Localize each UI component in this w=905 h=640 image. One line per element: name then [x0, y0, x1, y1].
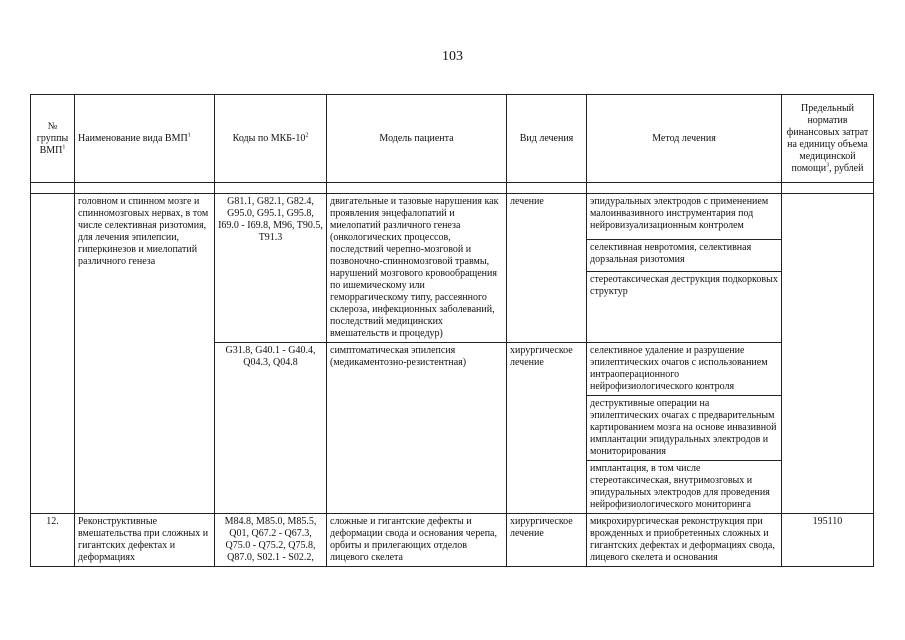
- treatment-method-cell: стереотаксическая деструкция подкорковых структур: [587, 272, 782, 343]
- icd-codes-cell: G31.8, G40.1 - G40.4, Q04.3, Q04.8: [215, 343, 327, 514]
- vmp-name-cell: головном и спинном мозге и спинномозговых нервах, в том числе селективная ризотомия, для лечения эпилепсии, гиперкинезов и миелопатий различного генеза: [75, 194, 215, 514]
- treatment-method-cell: микрохирургическая реконструкция при врожденных и приобретенных сложных и гигантских дефектах и деформациях свода, лицевого скелета и основания: [587, 514, 782, 567]
- icd-codes-cell: M84.8, M85.0, M85.5, Q01, Q67.2 - Q67.3, Q75.0 - Q75.2, Q75.8, Q87.0, S02.1 - S02.2,: [215, 514, 327, 567]
- table-header-row: [31, 95, 874, 183]
- treatment-method-cell: селективное удаление и разрушение эпилептических очагов с использованием интраоперационного нейрофизиологического контроля: [587, 343, 782, 396]
- treatment-method-cell: деструктивные операции на эпилептических очагах с предварительным картированием мозга на основе инвазивной имплантации эпидуральных электродов и мониторирования: [587, 396, 782, 461]
- treatment-method-cell: селективная невротомия, селективная дорзальная ризотомия: [587, 239, 782, 271]
- patient-model-cell: сложные и гигантские дефекты и деформации свода и основания черепа, орбиты и прилегающих отделов лицевого скелета: [327, 514, 507, 567]
- vmp-name-cell: Реконструктивные вмешательства при сложных и гигантских дефектах и деформациях: [75, 514, 215, 567]
- header-patient-model: Модель пациента: [327, 95, 507, 183]
- icd-codes-cell: G81.1, G82.1, G82.4, G95.0, G95.1, G95.8, I69.0 - I69.8, M96, T90.5, T91.3: [215, 194, 327, 343]
- table-row: [31, 194, 874, 240]
- page-number: 103: [442, 49, 463, 64]
- header-cost-norm: Предельный норматив финансовых затрат на единицу объема медицинской помощи$^3$, рублей: [782, 95, 874, 183]
- patient-model-cell: симптоматическая эпилепсия (медикаментозно-резистентная): [327, 343, 507, 514]
- patient-model-cell: двигательные и тазовые нарушения как проявления энцефалопатий и миелопатий различного генеза (онкологических процессов, последствий черепно-мозговой и позвоночно-спинномозговой травмы, нарушений мозгового кровообращения по ишемическому или геморрагическому типу, рассеянного склероза, инфекционных заболеваний, последствий медицинских вмешательств и процедур): [327, 194, 507, 343]
- header-vmp-name: Наименование вида ВМП$^1$: [75, 95, 215, 183]
- header-icd-codes: Коды по МКБ-$10^2$: [215, 95, 327, 183]
- treatment-method-cell: имплантация, в том числе стереотаксическая, внутримозговых и эпидуральных электродов для проведения нейрофизиологического мониторинга: [587, 461, 782, 514]
- header-group-no: № группы ВМП$^1$: [31, 95, 75, 183]
- cost-cell: [782, 194, 874, 514]
- group-no-cell: 12.: [31, 514, 75, 567]
- treatment-type-cell: хирургическое лечение: [507, 514, 587, 567]
- header-spacer-row: [31, 183, 874, 194]
- cost-cell: 195110: [782, 514, 874, 567]
- treatment-method-cell: эпидуральных электродов с применением малоинвазивного инструментария под нейровизуализационным контролем: [587, 194, 782, 240]
- vmp-table: [30, 94, 874, 567]
- treatment-type-cell: лечение: [507, 194, 587, 343]
- group-no-cell: [31, 194, 75, 514]
- table-row: [31, 514, 874, 567]
- treatment-type-cell: хирургическое лечение: [507, 343, 587, 514]
- header-treatment-method: Метод лечения: [587, 95, 782, 183]
- header-treatment-type: Вид лечения: [507, 95, 587, 183]
